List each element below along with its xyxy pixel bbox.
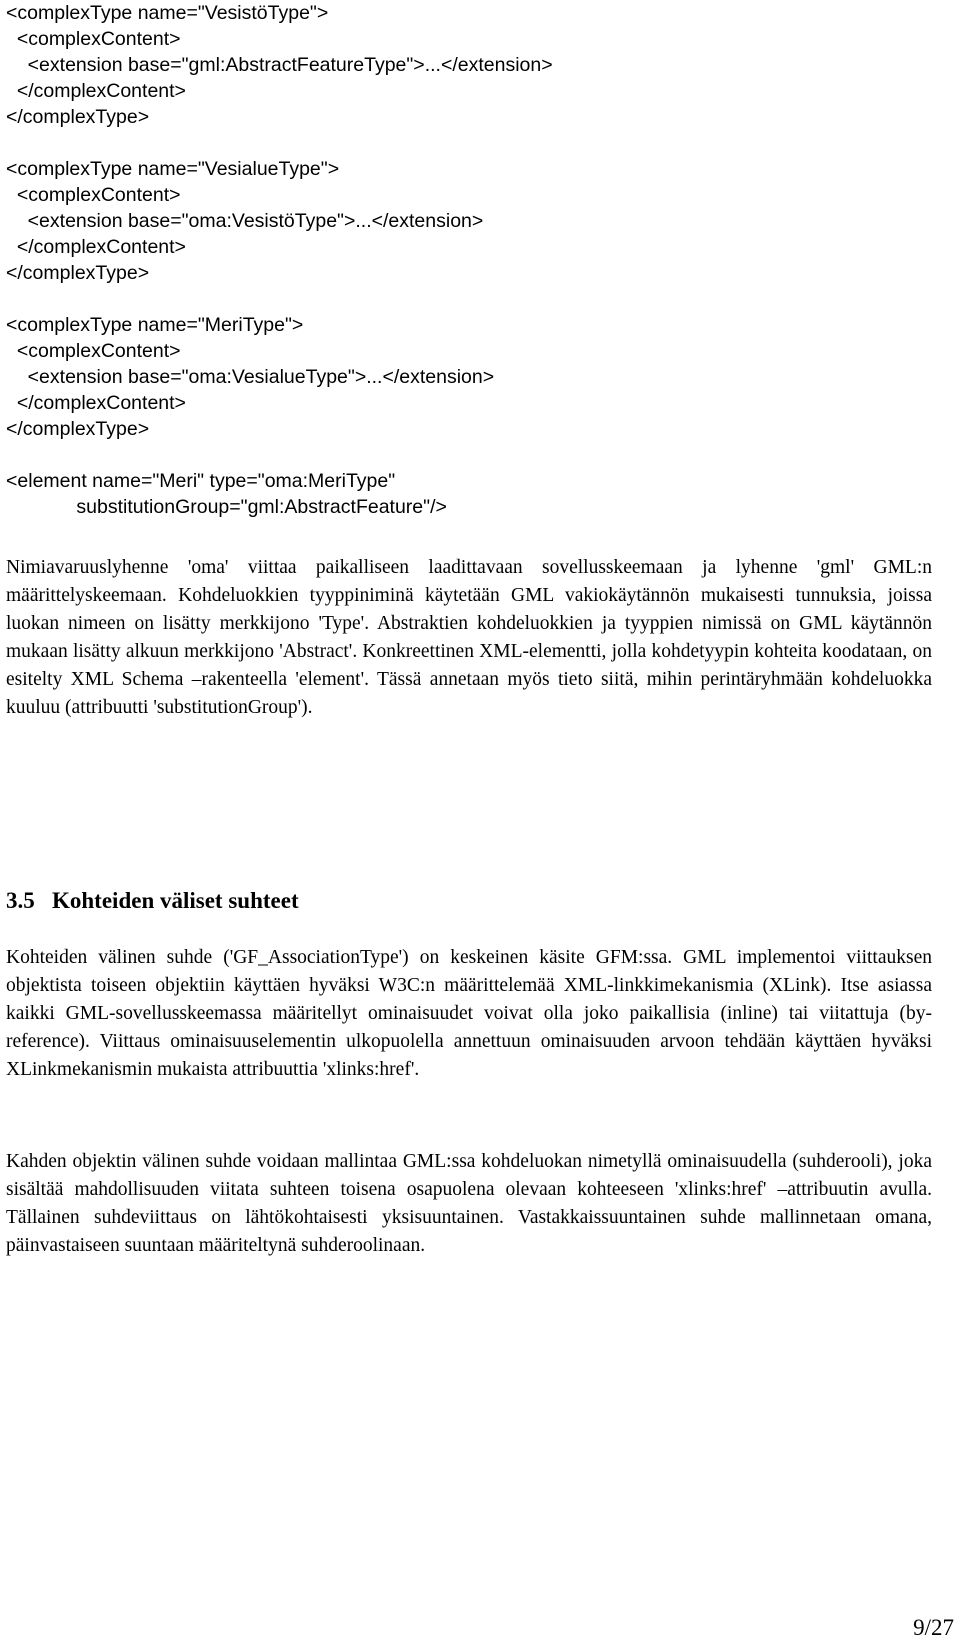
code-line: <extension base="gml:AbstractFeatureType">...</extension> — [6, 54, 553, 76]
code-blank-line — [6, 130, 946, 156]
page-number: 9/27 — [913, 1615, 954, 1640]
code-line: <complexType name="VesialueType"> — [6, 158, 340, 180]
association-intro-paragraph: Kohteiden välinen suhde ('GF_AssociationType') on keskeinen käsite GFM:ssa. GML implementoi viittauksen objektista toiseen objektiin käyttäen hyväksi W3C:n määrittelemää XML-linkkimekanismia (XLink). Itse asiassa kaikki GML-sovellusskeemassa määritellyt ominaisuudet voivat olla joko paikallisia (inline) tai viitattuja (by-reference). Viittaus ominaisuuselementin ulkopuolella annettuun ominaisuuden arvoon tehdään käyttäen hyväksi XLinkmekanismin mukaista attribuuttia 'xlinks:href'. — [6, 947, 932, 1080]
code-line: </complexType> — [6, 106, 150, 128]
code-line: </complexContent> — [6, 392, 186, 414]
section-number: 3.5 — [6, 888, 35, 913]
section-heading — [6, 886, 299, 916]
code-line: <extension base="oma:VesistöType">...</extension> — [6, 210, 484, 232]
xml-schema-code-block — [6, 0, 946, 520]
code-line: </complexType> — [6, 262, 150, 284]
code-line: <complexContent> — [6, 28, 181, 50]
code-line: </complexContent> — [6, 236, 186, 258]
section-title: Kohteiden väliset suhteet — [52, 888, 299, 913]
code-line: </complexType> — [6, 418, 150, 440]
code-line: <complexContent> — [6, 184, 181, 206]
code-line: <complexType name="MeriType"> — [6, 314, 304, 336]
code-line: </complexContent> — [6, 80, 186, 102]
code-line: <extension base="oma:VesialueType">...</extension> — [6, 366, 495, 388]
code-line: substitutionGroup="gml:AbstractFeature"/> — [6, 496, 447, 518]
code-blank-line — [6, 442, 946, 468]
code-blank-line — [6, 286, 946, 312]
code-line: <element name="Meri" type="oma:MeriType" — [6, 470, 396, 492]
code-line: <complexType name="VesistöType"> — [6, 2, 329, 24]
association-modeling-paragraph: Kahden objektin välinen suhde voidaan mallintaa GML:ssa kohdeluokan nimetyllä ominaisuudella (suhderooli), joka sisältää mahdollisuuden viitata suhteen toisena osapuolena olevaan kohteeseen 'xlinks:href' –attribuutin avulla. Tällainen suhdeviittaus on lähtökohtaisesti yksisuuntainen. Vastakkaissuuntainen suhde mallinnetaan omana, päinvastaiseen suuntaan määriteltynä suhderoolinaan. — [6, 1151, 932, 1256]
namespace-explanation-paragraph: Nimiavaruuslyhenne 'oma' viittaa paikalliseen laadittavaan sovellusskeemaan ja lyhenne 'gml' GML:n määrittelyskeemaan. Kohdeluokkien tyyppiniminä käytetään GML vakiokäytännön mukaisesti tunnuksia, joissa luokan nimeen on lisätty merkkijono 'Type'. Abstraktien kohdeluokkien ja tyyppien nimissä on GML käytännön mukaan lisätty alkuun merkkijono 'Abstract'. Konkreettinen XML-elementti, jolla kohdetyypin kohteita koodataan, on esitelty XML Schema –rakenteella 'element'. Tässä annetaan myös tieto siitä, mihin perintäryhmään kohdeluokka kuuluu (attribuutti 'substitutionGroup'). — [6, 557, 932, 718]
code-line: <complexContent> — [6, 340, 181, 362]
